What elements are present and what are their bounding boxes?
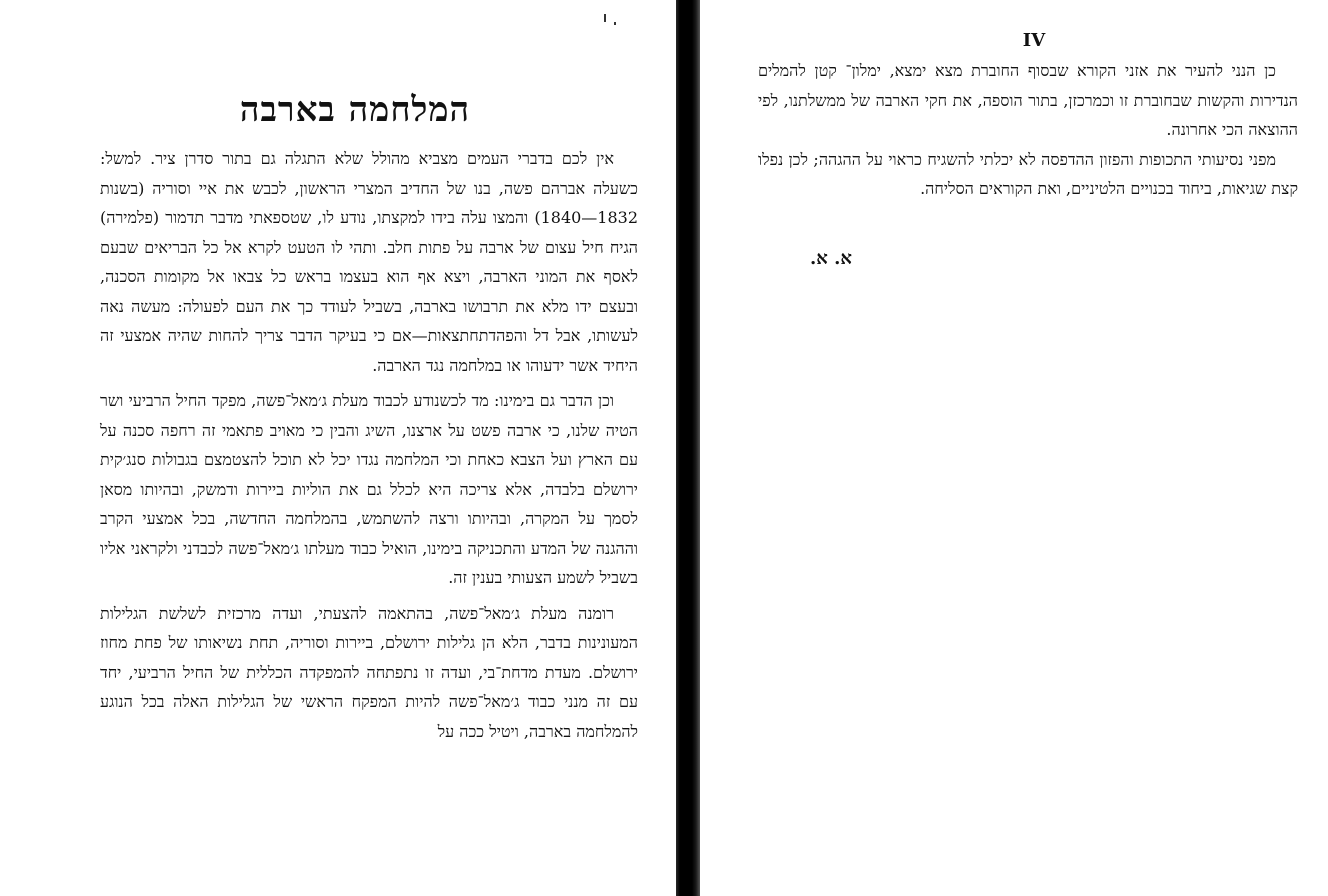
paragraph: וכן הדבר גם בימינו: מד לכשנודע לכבוד מעלת ג׳מאל־פשה, מפקד החיל הרביעי ושר הטיה שלנו, כי ארבה פשט על ארצנו, השיג והבין כי מאויב פתאמי זה רחפה סכנה על עם הארץ ועל הצבא כאחת וכי המלחמה נגדו יכל לא תוכל להצטמצם בגבולות סנג׳קית ירושלם בלבדה, אלא צריכה היא לכלל גם את הוליות ביירות ודמשק, ובהיותו מסאן לסמך על המקרה, ובהיותו ורצה להשתמש, בהמלחמה החדשה, בכל אמצעי הקרב וההגנה של המדע והתכניקה בימינו, הואיל כבוד מעלתו ג׳מאל־פשה לכבדני ולקראני אליו בשביל לשמע הצעותי בענין זה. bbox=[100, 391, 638, 587]
paragraph: כן הנני להעיר את אזני הקורא שבסוף החוברת מצא ימצא, ימלון־ קטן להמלים הנדירות והקשות שבחוברת זו וכמרכזן, בתור הוספה, את חקי הארבה של ממשלתנו, לפי ההוצאה הכי אחרונה. bbox=[758, 61, 1298, 139]
paragraph: רומנה מעלת ג׳מאל־פשה, בהתאמה להצעתי, ועדה מרכזית לשלשת הגלילות המעונינות בדבר, הלא הן גלילות ירושלם, ביירות וסוריה, תחת נשיאותו של פחת מחוז ירושלם. מעדת מדחת־בי, ועדה זו נתפתחה להמפקדה הכללית של החיל הרביעי, יחד עם זה מנני כבוד ג׳מאל־פשה להיות המפקח הראשי של הגלילות האלה בכל הנוגע להמלחמה בארבה, ויטיל ככה על bbox=[100, 603, 638, 741]
print-speck bbox=[614, 22, 616, 25]
paragraph: מפני נסיעותי התכופות והפזון ההדפסה לא יכלתי להשגיח כראוי על ההגהה; לכן נפלו קצת שגיאות, ביחוד בכנויים הלטיניים, ואת הקוראים הסליחה. bbox=[758, 149, 1298, 198]
page-number: IV bbox=[1022, 30, 1046, 51]
left-page-body bbox=[100, 144, 638, 752]
article-title: המלחמה בארבה bbox=[239, 90, 471, 130]
book-gutter bbox=[676, 0, 700, 896]
print-speck bbox=[604, 14, 606, 22]
paragraph: אין לכם בדברי העמים מצביא מהולל שלא התגלה גם בתור סדרן ציר. למשל: כשעלה אברהם פשה, בנו של החדיב המצרי הראשון, לכבש את איי וסוריה (בשנות 1832—1840) והמצו עלה בידו למקצתו, נודע לו, שטספאתי מדבר תדמור (פלמירה) הגיח חיל עצום של ארבה על פתות חלב. ותהי לו הטעט לקרא אל כל הבריאים שבעם לאסף את המוני הארבה, ויצא אף הוא בעצמו בראש כל צבאו אל מקומות הסכנה, ובעצם ידו מלא את תרבושו בארבה, בשביל לעודד כך את העם לפעולה: מעשה נאה לעשותו, אבל דל והפהדתחתצאות—אם כי בעיקר הדבר צריך להחות שהיה אמצעי זה היחיד אשר ידעוהו או במלחמה נגד הארבה. bbox=[100, 149, 639, 375]
signature-initials: א. א. bbox=[810, 248, 852, 269]
right-page-body bbox=[758, 56, 1298, 204]
